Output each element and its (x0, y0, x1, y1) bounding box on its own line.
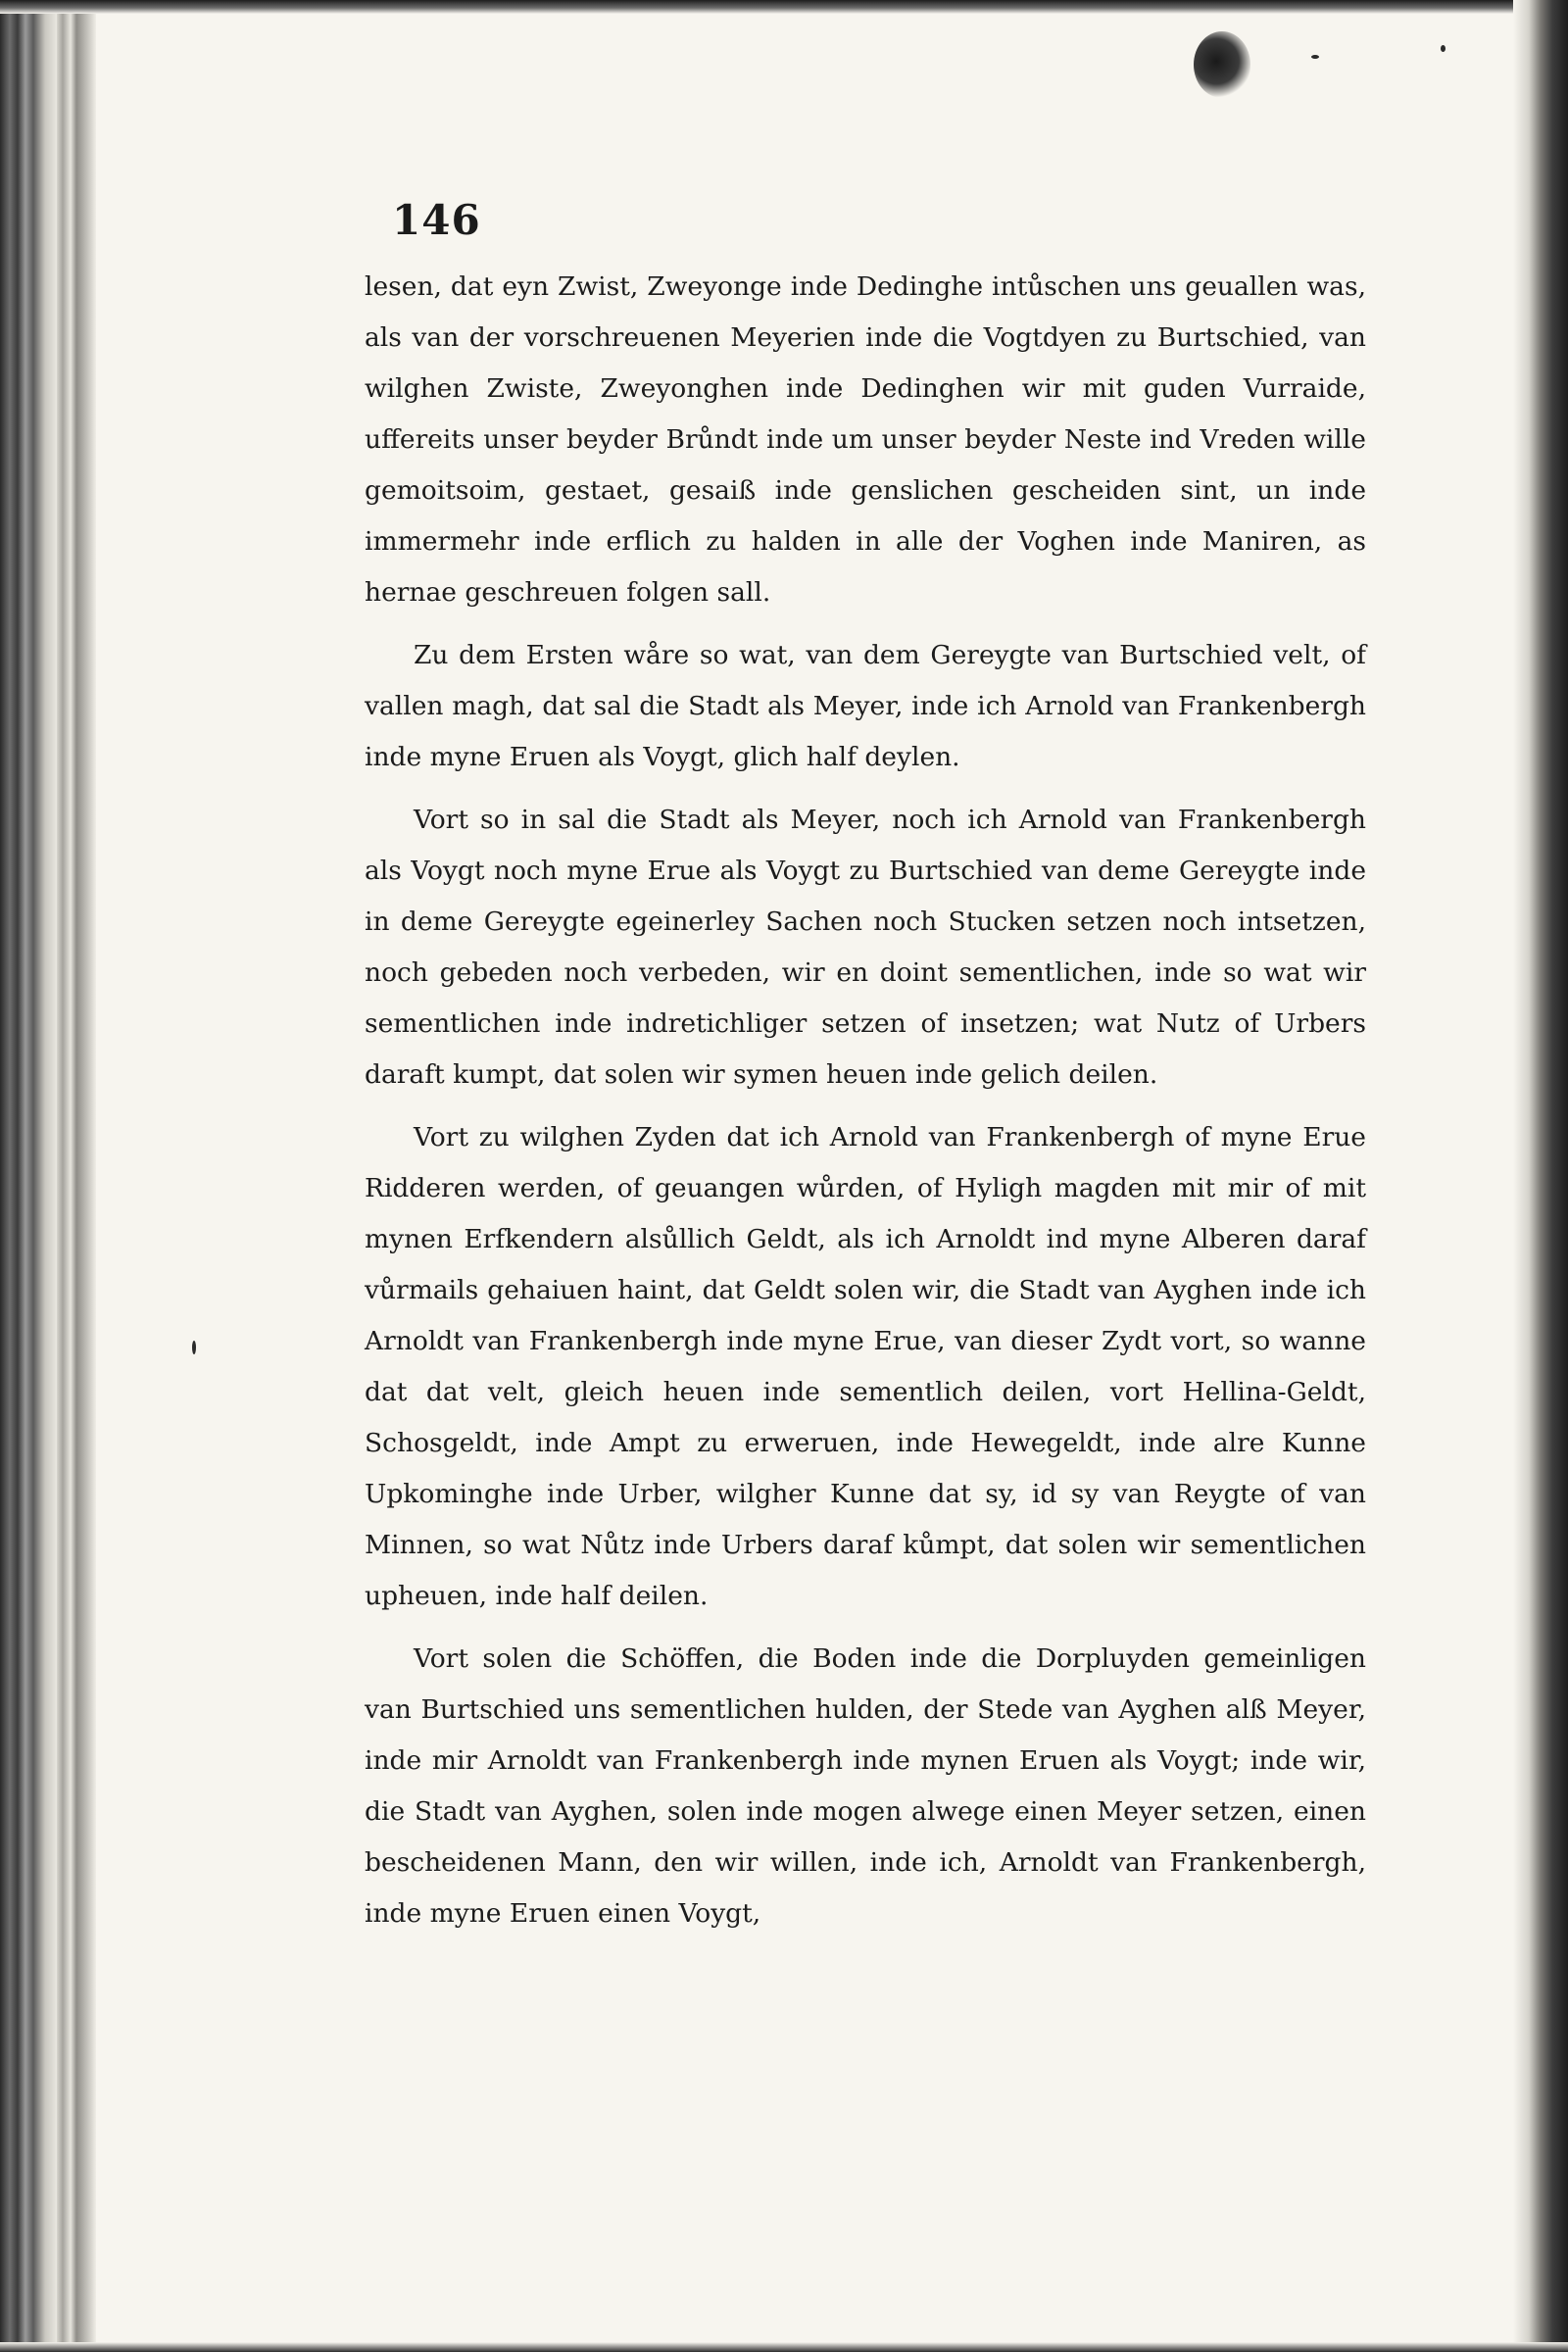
page-edge-left (57, 0, 96, 2352)
page-edge-top (0, 0, 1568, 14)
page-edge-bottom (0, 2342, 1568, 2352)
page-body (365, 196, 1366, 1951)
dust-speck (1441, 45, 1446, 52)
paragraph: Vort zu wilghen Zyden dat ich Arnold van Frankenbergh of myne Erue Ridderen werden, of geuangen wůrden, of Hyligh magden mit mir of mit mynen Erfkendern alsůllich Geldt, als ich Arnoldt ind myne Alberen daraf vůrmails gehaiuen haint, dat Geldt solen wir, die Stadt van Ayghen inde ich Arnoldt van Frankenbergh inde myne Erue, van dieser Zydt vort, so wanne dat dat velt, gleich heuen inde sementlich deilen, vort Hellina-Geldt, Schosgeldt, inde Ampt zu erweruen, inde Hewegeldt, inde alre Kunne Upkominghe inde Urber, wilgher Kunne dat sy, id sy van Reygte of van Minnen, so wat Nůtz inde Urbers daraf kůmpt, dat solen wir sementlichen upheuen, inde half deilen. (365, 1122, 1366, 1611)
ink-smudge (1194, 31, 1250, 98)
paragraph: Vort solen die Schöffen, die Boden inde die Dorpluyden gemeinligen van Burtschied uns sementlichen hulden, der Stede van Ayghen alß Meyer, inde mir Arnoldt van Frankenbergh inde mynen Eruen als Voygt; inde wir, die Stadt van Ayghen, solen inde mogen alwege einen Meyer setzen, einen bescheidenen Mann, den wir willen, inde ich, Arnoldt van Frankenbergh, inde myne Eruen einen Voygt, (365, 1643, 1366, 1929)
paragraph: Zu dem Ersten wåre so wat, van dem Gereygte van Burtschied velt, of vallen magh, dat sal die Stadt als Meyer, inde ich Arnold van Frankenbergh inde myne Eruen als Voygt, glich half deylen. (365, 640, 1366, 772)
paragraph: lesen, dat eyn Zwist, Zweyonge inde Dedinghe intůschen uns geuallen was, als van der vorschreuenen Meyerien inde die Vogtdyen zu Burtschied, van wilghen Zwiste, Zweyonghen inde Dedinghen wir mit guden Vurraide, uffereits unser beyder Brůndt inde um unser beyder Neste ind Vreden wille gemoitsoim, gestaet, gesaiß inde genslichen gescheiden sint, un inde immermehr inde erflich zu halden in alle der Voghen inde Maniren, as hernae geschreuen folgen sall. (365, 271, 1366, 608)
paragraph: Vort so in sal die Stadt als Meyer, noch ich Arnold van Frankenbergh als Voygt noch myne Erue als Voygt zu Burtschied van deme Gereygte inde in deme Gereygte egeinerley Sachen noch Stucken setzen noch intsetzen, noch gebeden noch verbeden, wir en doint sementlichen, inde so wat wir sementlichen inde indretichliger setzen of insetzen; wat Nutz of Urbers daraft kumpt, dat solen wir symen heuen inde gelich deilen. (365, 805, 1366, 1090)
book-binding-shadow (0, 0, 57, 2352)
page-edge-right (1513, 0, 1568, 2352)
dust-speck (1311, 55, 1319, 59)
dust-speck (192, 1341, 196, 1354)
page-number: 146 (392, 196, 481, 244)
